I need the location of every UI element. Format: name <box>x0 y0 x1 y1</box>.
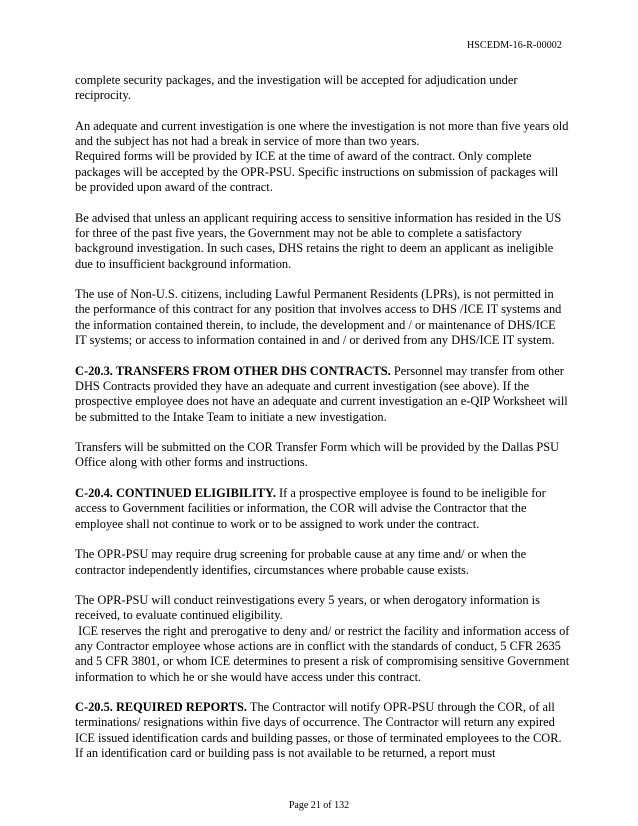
paragraph-reciprocity: complete security packages, and the investigation will be accepted for adjudication under reciprocity. <box>75 73 518 103</box>
paragraph-adequate-investigation: An adequate and current investigation is one where the investigation is not more than five years old and the subject has not had a break in service of more than two years. <box>75 118 569 149</box>
paragraph-transfer-form: Transfers will be submitted on the COR Transfer Form which will be provided by the Dallas PSU Office along with other forms and instructions. <box>75 440 560 470</box>
paragraph-reinvestigations: The OPR-PSU will conduct reinvestigations every 5 years, or when derogatory information is received, to evaluate continued eligibility. <box>75 593 540 623</box>
section-c-20-3 <box>75 364 570 425</box>
section-heading-required-reports: C-20.5. REQUIRED REPORTS. <box>75 700 248 715</box>
paragraph-non-us-citizens: The use of Non-U.S. citizens, including Lawful Permanent Residents (LPRs), is not permitted in the performance of this contract for any position that involves access to DHS /ICE IT systems and the information contained therein, to include, the development and / or maintenance of DHS/ICE IT systems; or access to information contained in and / or derived from any DHS/ICE IT system. <box>75 287 562 348</box>
paragraph-ice-reserves: ICE reserves the right and prerogative to deny and/ or restrict the facility and information access of any Contractor employee whose actions are in conflict with the standards of conduct, 5 CFR 2635 and 5 CFR 3801, or whom ICE determines to present a risk of compromising sensitive Government information to which he or she would have access under this contract. <box>75 623 573 684</box>
document-body <box>75 73 573 777</box>
paragraph-drug-screening: The OPR-PSU may require drug screening for probable cause at any time and/ or when the contractor independently identifies, circumstances where probable cause exists. <box>75 547 527 577</box>
section-body-required-reports: The Contractor will notify OPR-PSU through the COR, of all terminations/ resignations within five days of occurrence. The Contractor will return any expired ICE issued identification cards and building passes, or those of terminated employees to the COR. If an identification card or building pass is not available to be returned, a report must <box>75 700 562 761</box>
section-body-continued-eligibility: If a prospective employee is found to be ineligible for access to Government facilities or information, the COR will advise the Contractor that the employee shall not continue to work or to be assigned to work under the contract. <box>75 486 546 531</box>
section-heading-transfers: C-20.3. TRANSFERS FROM OTHER DHS CONTRACTS. <box>75 363 391 378</box>
section-body-transfers: Personnel may transfer from other DHS Contracts provided they have an adequate and current investigation (see above). If the prospective employee does not have an adequate and current investigation an e-QIP Worksheet will be submitted to the Intake Team to initiate a new investigation. <box>75 363 568 424</box>
section-heading-continued-eligibility: C-20.4. CONTINUED ELIGIBILITY. <box>75 486 276 501</box>
page-number: Page 21 of 132 <box>288 800 350 811</box>
paragraph-residency: Be advised that unless an applicant requiring access to sensitive information has resided in the US for three of the past five years, the Government may not be able to complete a satisfactory background investigation. In such cases, DHS retains the right to deem an applicant as ineligible due to insufficient background information. <box>75 210 562 271</box>
section-c-20-4 <box>75 486 570 532</box>
document-id: HSCEDM-16-R-00002 <box>466 40 562 51</box>
section-c-20-5 <box>75 700 570 761</box>
paragraph-required-forms: Required forms will be provided by ICE at the time of award of the contract. Only complete packages will be accepted by the OPR-PSU. Specific instructions on submission of packages will be provided upon award of the contract. <box>75 149 559 195</box>
